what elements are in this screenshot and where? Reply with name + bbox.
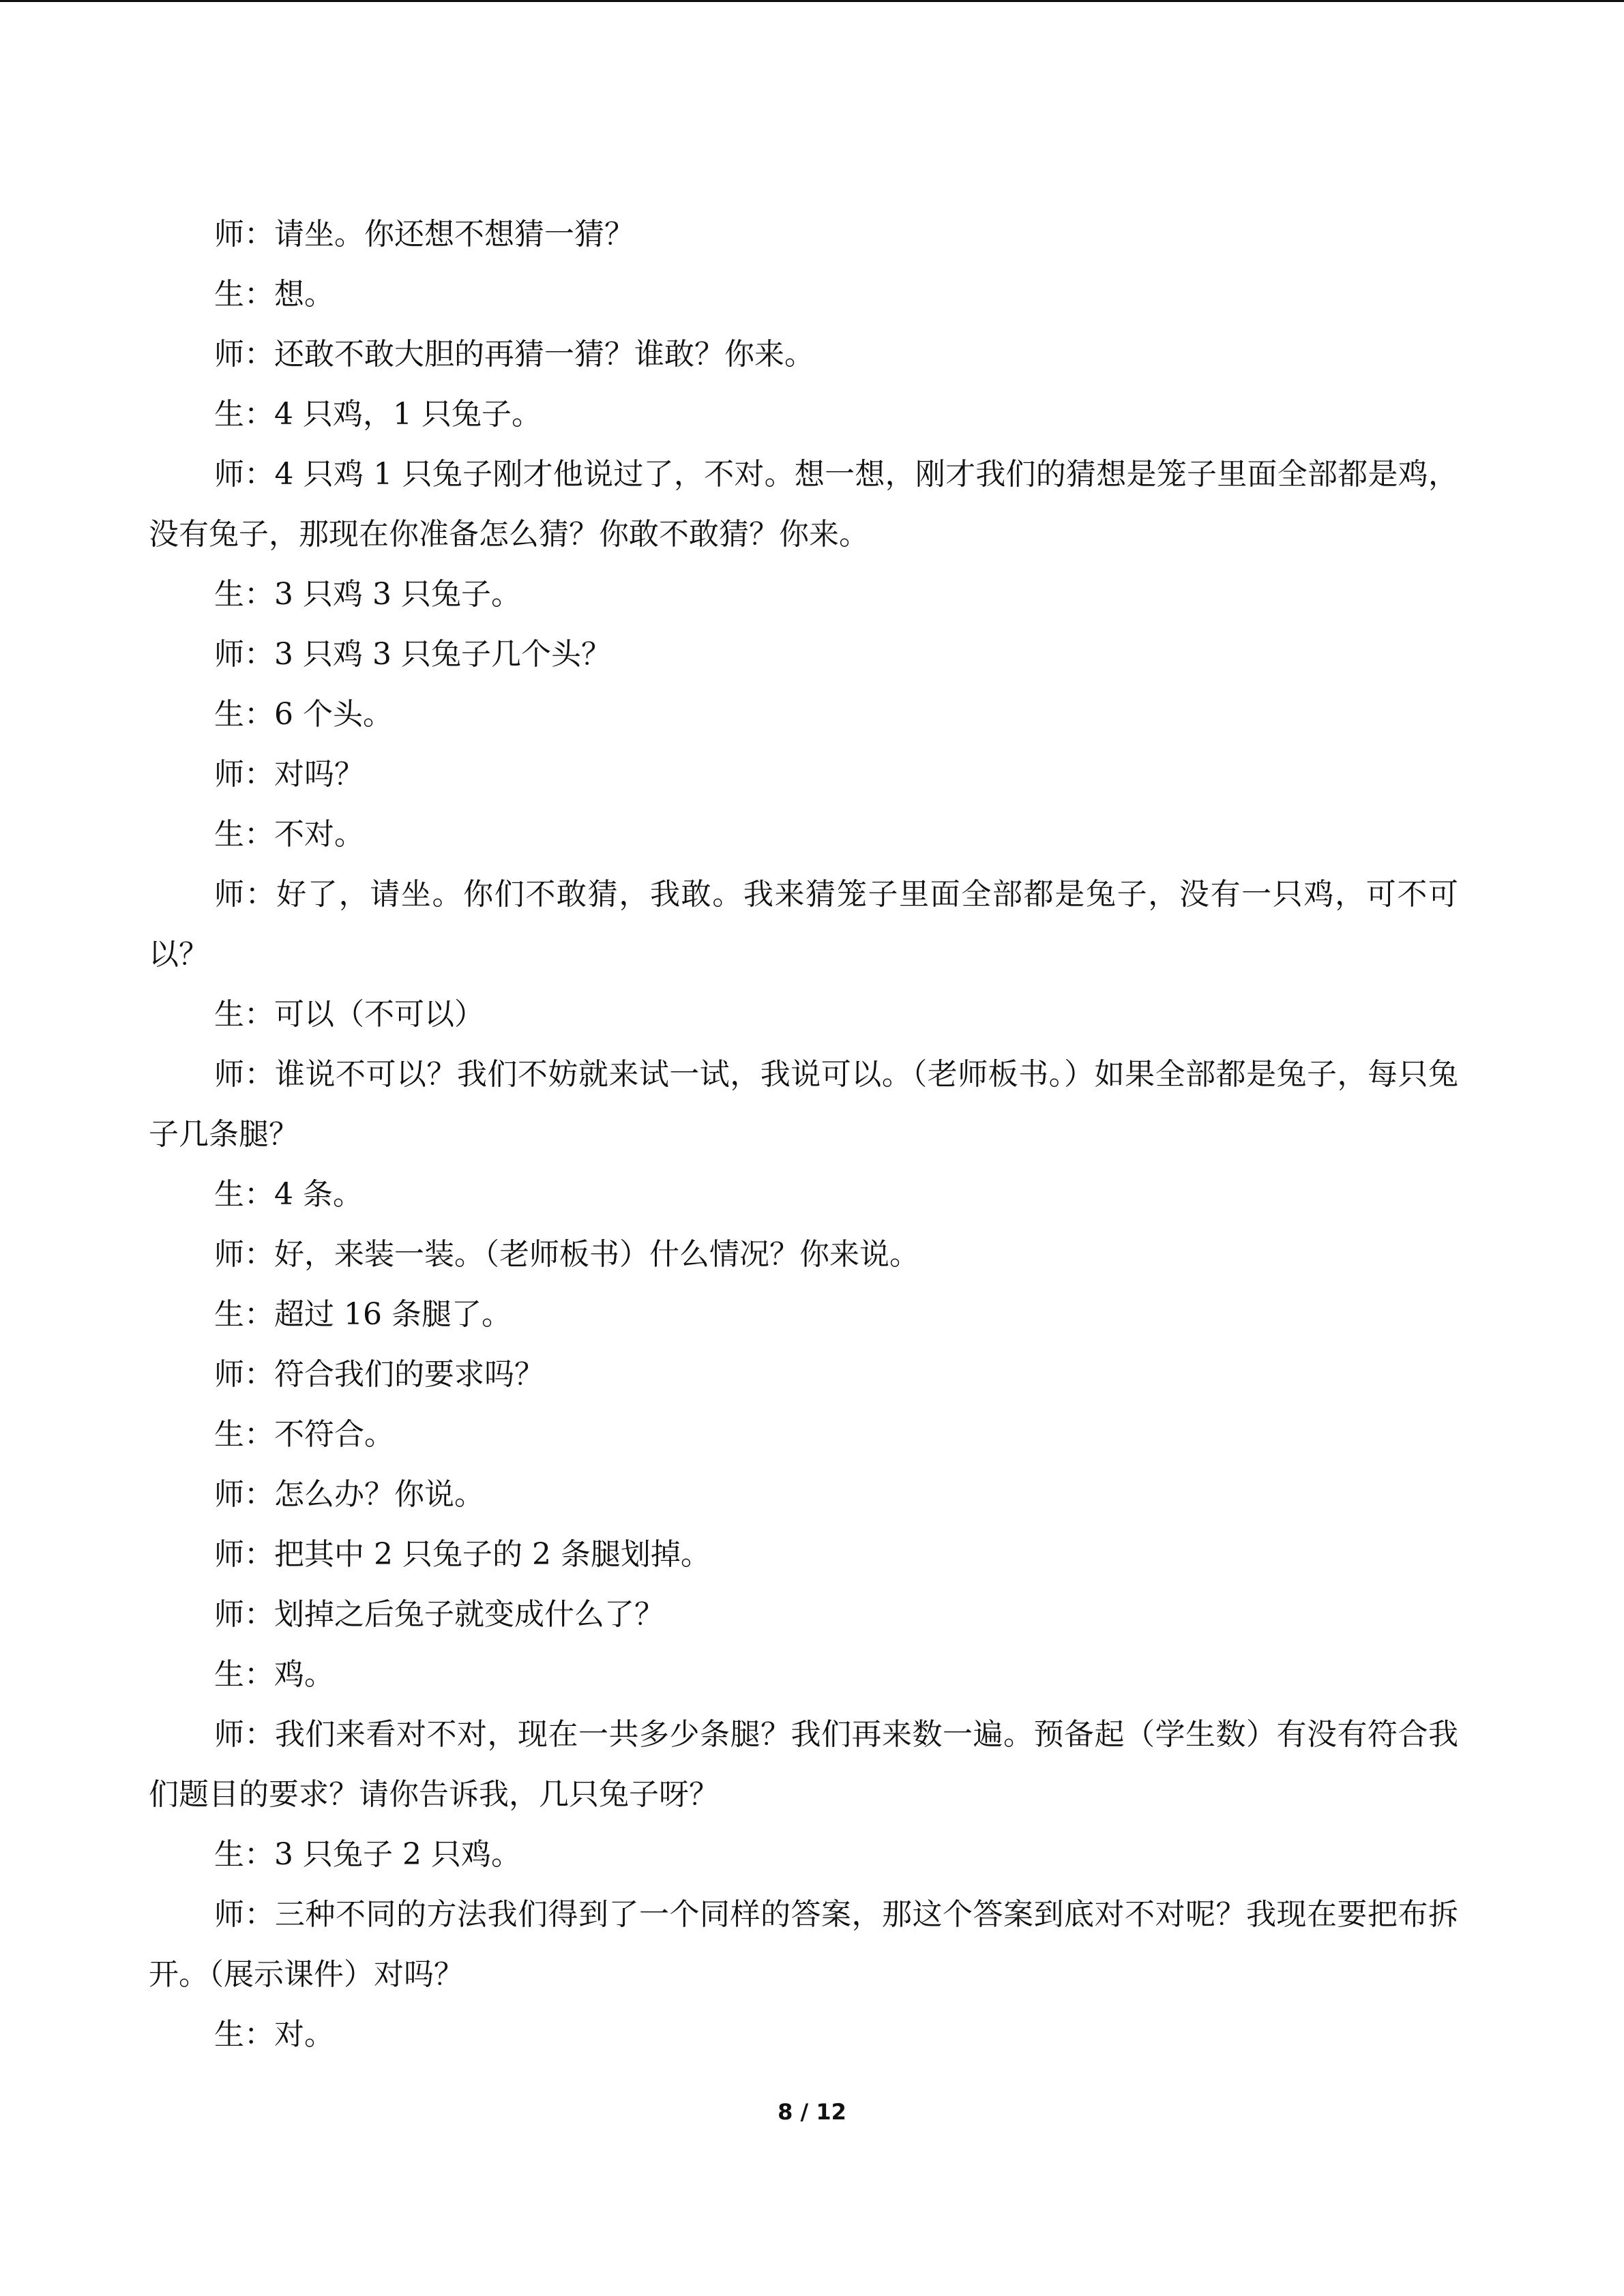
dialogue-line: 生：超过 16 条腿了。 — [214, 1297, 512, 1332]
dialogue-line: 师：请坐。你还想不想猜一猜？ — [214, 217, 634, 252]
dialogue-line: 师：4 只鸡 1 只兔子刚才他说过了，不对。想一想，刚才我们的猜想是笼子里面全部都是鸡，没有兔子，那现在你准备怎么猜？你敢不敢猜？你来。 — [149, 457, 1458, 552]
dialogue-line: 师：好了，请坐。你们不敢猜，我敢。我来猜笼子里面全部都是兔子，没有一只鸡，可不可以？ — [149, 877, 1458, 972]
page-number: 8 / 12 — [778, 2099, 846, 2125]
dialogue-line: 师：3 只鸡 3 只兔子几个头？ — [214, 637, 611, 672]
dialogue-line: 生：不符合。 — [214, 1417, 394, 1452]
dialogue-line: 师：好，来装一装。（老师板书）什么情况？你来说。 — [214, 1237, 919, 1272]
dialogue-line: 生：3 只兔子 2 只鸡。 — [214, 1837, 521, 1872]
dialogue-line: 生：6 个头。 — [214, 697, 393, 732]
dialogue-line: 生：不对。 — [214, 817, 364, 852]
document-body — [149, 205, 1458, 2065]
top-border-rule — [0, 0, 1624, 2]
dialogue-line: 师：还敢不敢大胆的再猜一猜？谁敢？你来。 — [214, 337, 814, 372]
dialogue-line: 师：符合我们的要求吗？ — [214, 1357, 544, 1392]
dialogue-line: 师：我们来看对不对，现在一共多少条腿？我们再来数一遍。预备起（学生数）有没有符合我们题目的要求？请你告诉我，几只兔子呀？ — [149, 1717, 1458, 1812]
dialogue-line: 生：4 只鸡，1 只兔子。 — [214, 397, 542, 432]
dialogue-line: 师：怎么办？你说。 — [214, 1477, 484, 1512]
dialogue-line: 师：谁说不可以？我们不妨就来试一试，我说可以。（老师板书。）如果全部都是兔子，每只兔子几条腿？ — [149, 1057, 1458, 1152]
dialogue-line: 师：对吗？ — [214, 757, 364, 792]
dialogue-line: 师：三种不同的方法我们得到了一个同样的答案，那这个答案到底对不对呢？我现在要把布拆开。（展示课件）对吗？ — [149, 1897, 1458, 1992]
dialogue-line: 生：4 条。 — [214, 1177, 363, 1212]
dialogue-line: 生：想。 — [214, 277, 334, 312]
dialogue-line: 师：划掉之后兔子就变成什么了？ — [214, 1597, 664, 1632]
dialogue-line: 生：鸡。 — [214, 1657, 334, 1692]
dialogue-line: 生：可以（不可以） — [214, 997, 484, 1032]
dialogue-line: 生：对。 — [214, 2017, 334, 2052]
dialogue-line: 生：3 只鸡 3 只兔子。 — [214, 577, 521, 612]
dialogue-line: 师：把其中 2 只兔子的 2 条腿划掉。 — [214, 1537, 711, 1572]
